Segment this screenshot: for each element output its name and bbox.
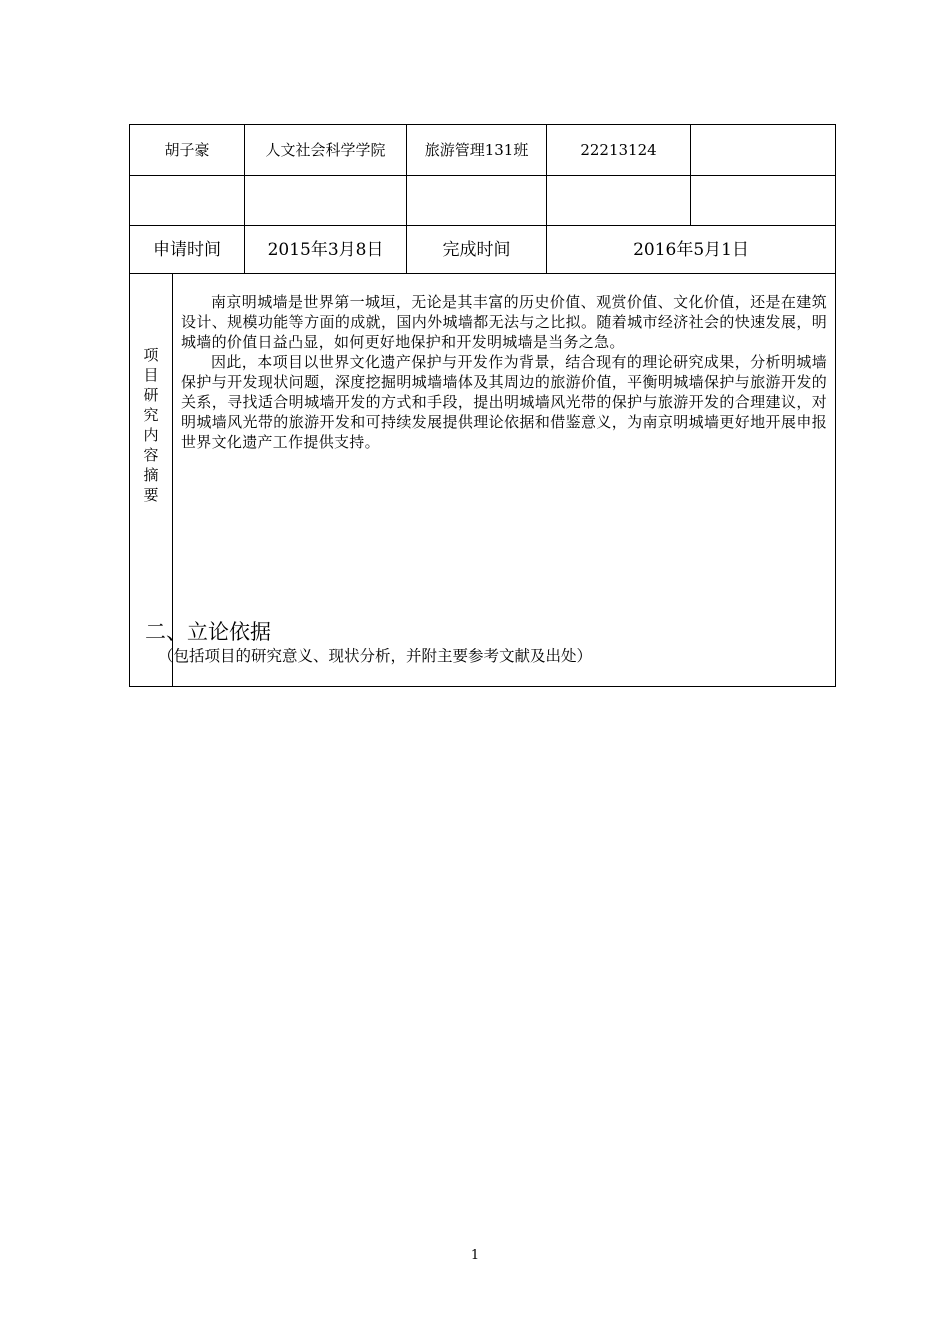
class-cell: 旅游管理131班 bbox=[407, 125, 547, 176]
abstract-label-char: 内 bbox=[143, 426, 159, 444]
abstract-label-char: 研 bbox=[143, 386, 159, 404]
finish-time-value: 2016年5月1日 bbox=[547, 226, 836, 274]
project-info-table bbox=[129, 124, 836, 687]
blank-cell bbox=[691, 176, 836, 226]
abstract-label-char: 究 bbox=[143, 406, 159, 424]
blank-row bbox=[130, 176, 836, 226]
student-id-cell: 22213124 bbox=[547, 125, 691, 176]
section-note: （包括项目的研究意义、现状分析，并附主要参考文献及出处） bbox=[158, 647, 593, 665]
blank-cell bbox=[130, 176, 245, 226]
abstract-label-char: 容 bbox=[143, 446, 159, 464]
blank-cell bbox=[547, 176, 691, 226]
college-cell: 人文社会科学学院 bbox=[245, 125, 407, 176]
blank-cell bbox=[245, 176, 407, 226]
abstract-label-char: 目 bbox=[143, 366, 159, 384]
page-number: 1 bbox=[470, 1248, 480, 1263]
extra-cell bbox=[691, 125, 836, 176]
section-heading: 二、立论依据 bbox=[145, 620, 271, 644]
abstract-label-char: 项 bbox=[143, 346, 159, 364]
abstract-paragraph: 因此，本项目以世界文化遗产保护与开发作为背景，结合现有的理论研究成果，分析明城墙保护与开发现状问题，深度挖掘明城墙墙体及其周边的旅游价值，平衡明城墙保护与旅游开发的关系，寻找适合明城墙开发的方式和手段，提出明城墙风光带的保护与旅游开发的合理建议，对明城墙风光带的旅游开发和可持续发展提供理论依据和借鉴意义，为南京明城墙更好地开展申报世界文化遗产工作提供支持。 bbox=[181, 353, 828, 451]
abstract-paragraph: 南京明城墙是世界第一城垣，无论是其丰富的历史价值、观赏价值、文化价值，还是在建筑设计、规模功能等方面的成就，国内外城墙都无法与之比拟。随着城市经济社会的快速发展，明城墙的价值日益凸显，如何更好地保护和开发明城墙是当务之急。 bbox=[181, 293, 828, 351]
dates-row bbox=[130, 226, 836, 274]
finish-time-label: 完成时间 bbox=[407, 226, 547, 274]
abstract-content bbox=[173, 274, 836, 687]
apply-time-value: 2015年3月8日 bbox=[245, 226, 407, 274]
abstract-label-char: 摘 bbox=[143, 466, 159, 484]
abstract-label-char: 要 bbox=[143, 486, 159, 504]
applicant-row bbox=[130, 125, 836, 176]
blank-cell bbox=[407, 176, 547, 226]
apply-time-label: 申请时间 bbox=[130, 226, 245, 274]
applicant-name-cell: 胡子豪 bbox=[130, 125, 245, 176]
